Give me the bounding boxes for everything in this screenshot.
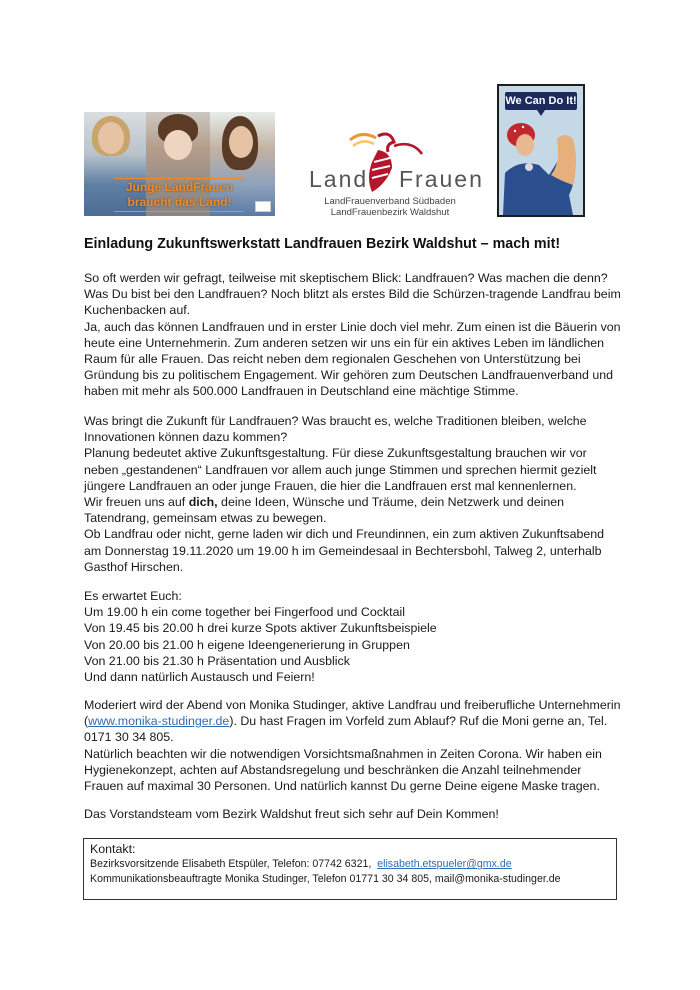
agenda-section [84, 588, 624, 685]
contact-chair-text: Bezirksvorsitzende Elisabeth Etspüler, Telefon: 07742 6321, [90, 858, 378, 870]
contact-box [83, 838, 617, 900]
corona-paragraph: Natürlich beachten wir die notwendigen Vorsichtsmaßnahmen in Zeiten Corona. Wir haben ein Hygienekonzept, achten auf Abstandsregelung und beschränken die Anzahl teilnehmender Frauen auf maximal 30 Personen. Und natürlich kannst Du gerne Deine eigene Maske tragen. [84, 746, 602, 794]
website-link[interactable]: www.monika-studinger.de [88, 714, 230, 729]
chair-email-link[interactable]: elisabeth.etspueler@gmx.de [377, 858, 512, 870]
caption-bottom-line [114, 211, 244, 212]
intro-section [84, 270, 624, 400]
future-paragraph-3-bold: dich, [188, 495, 218, 510]
face-shape [98, 122, 124, 154]
closing-line: Das Vorstandsteam vom Bezirk Waldshut freut sich sehr auf Dein Kommen! [84, 807, 499, 821]
agenda-item: Und dann natürlich Austausch und Feiern! [84, 670, 315, 685]
face-shape [164, 130, 192, 160]
logo-subtitle-bezirk: LandFrauenbezirk Waldshut [330, 207, 450, 218]
logo-word-frauen: Frauen [399, 166, 484, 192]
agenda-item: Von 20.00 bis 21.00 h eigene Ideengenerierung in Gruppen [84, 637, 410, 652]
closing-section [84, 806, 624, 822]
page-title: Einladung Zukunftswerkstatt Landfrauen Bezirk Waldshut – mach mit! [84, 236, 561, 252]
future-paragraph-3-post: deine Ideen, Wünsche und Träume, dein Netzwerk und deinen Tatendrang, gemeinsam etwas zu bewegen. [84, 495, 565, 526]
face-shape [229, 126, 253, 158]
photo-caption-line2: braucht das Land! [127, 195, 232, 209]
future-section [84, 413, 624, 575]
future-paragraph-3 [84, 494, 624, 526]
event-invitation-paragraph: Ob Landfrau oder nicht, gerne laden wir dich und Freundinnen, ein zum aktiven Zukunftsabend am Donnerstag 19.11.2020 um 19.00 h im Gemeindesaal in Bechtersbohl, Talweg 2, unterhalb Gasthof Hirschen. [84, 527, 605, 574]
contact-heading: Kontakt: [90, 842, 136, 856]
we-can-do-it-poster [497, 84, 585, 217]
moderation-section [84, 697, 624, 794]
logo-subtitle-verband: LandFrauenverband Südbaden [324, 196, 456, 207]
agenda-item: Von 21.00 bis 21.30 h Präsentation und Ausblick [84, 653, 350, 668]
future-paragraph-1: Was bringt die Zukunft für Landfrauen? Was braucht es, welche Traditionen bleiben, welche Innovationen können dazu kommen? [84, 414, 587, 445]
young-landfrauen-photo [84, 112, 275, 216]
future-paragraph-3-pre: Wir freuen uns auf [84, 495, 189, 510]
moderation-text-post: ). Du hast Fragen im Vorfeld zum Ablauf? Ruf die Moni gerne an, Tel. 0171 30 34 805. [84, 714, 608, 745]
moderation-paragraph [84, 697, 624, 746]
caption-top-line [114, 178, 244, 179]
agenda-heading: Es erwartet Euch: [84, 589, 182, 603]
rosie-figure-icon [499, 115, 583, 215]
mini-logo-icon [255, 201, 271, 212]
agenda-item: Um 19.00 h ein come together bei Fingerfood und Cocktail [84, 605, 405, 620]
intro-paragraph-1: So oft werden wir gefragt, teilweise mit skeptischem Blick: Landfrauen? Was machen die denn? Was Du bist bei den Landfrauen? Noch blitzt als erstes Bild die Schürzen-tragende Landfrau beim Kuchenbacken auf. [84, 271, 621, 318]
moderation-text-pre: Moderiert wird der Abend von Monika Studinger, aktive Landfrau und freiberufliche Unternehmerin ( [84, 698, 621, 729]
future-paragraph-2: Planung bedeutet aktive Zukunftsgestaltung. Für diese Zukunftsgestaltung brauchen wir vor neben „gestandenen“ Landfrauen vor allem auch junge Stimmen und sprechen hiermit gezielt jüngere Landfrauen an oder junge Frauen, die hier die Landfrauen erst mal kennenlernen. [84, 446, 597, 493]
contact-line-communications: Kommunikationsbeauftragte Monika Studinger, Telefon 01771 30 34 805, mail@monika-studinger.de [90, 873, 561, 885]
photo-caption-line1: Junge LandFrauen [125, 180, 234, 194]
contact-line-chair [90, 857, 616, 872]
intro-paragraph-2: Ja, auch das können Landfrauen und in erster Linie doch viel mehr. Zum einen ist die Bäuerin von heute eine Unternehmerin. Zum anderen setzen wir uns ein für ein aktives Leben im ländlichen Raum für alle Frauen. Das reicht neben dem regionalen Geschehen von Unterstützung bei Gründung bis zu politischem Engagement. Wir gehören zum Deutschen Landfrauenverband und haben mit mehr als 500.000 Landfrauen in Deutschland eine mächtige Stimme. [84, 319, 621, 399]
landfrauen-logo [300, 128, 484, 220]
poster-speech-bubble: We Can Do It! [505, 92, 577, 110]
logo-word-land: Land [309, 166, 369, 192]
agenda-item: Von 19.45 bis 20.00 h drei kurze Spots aktiver Zukunftsbeispiele [84, 621, 437, 636]
